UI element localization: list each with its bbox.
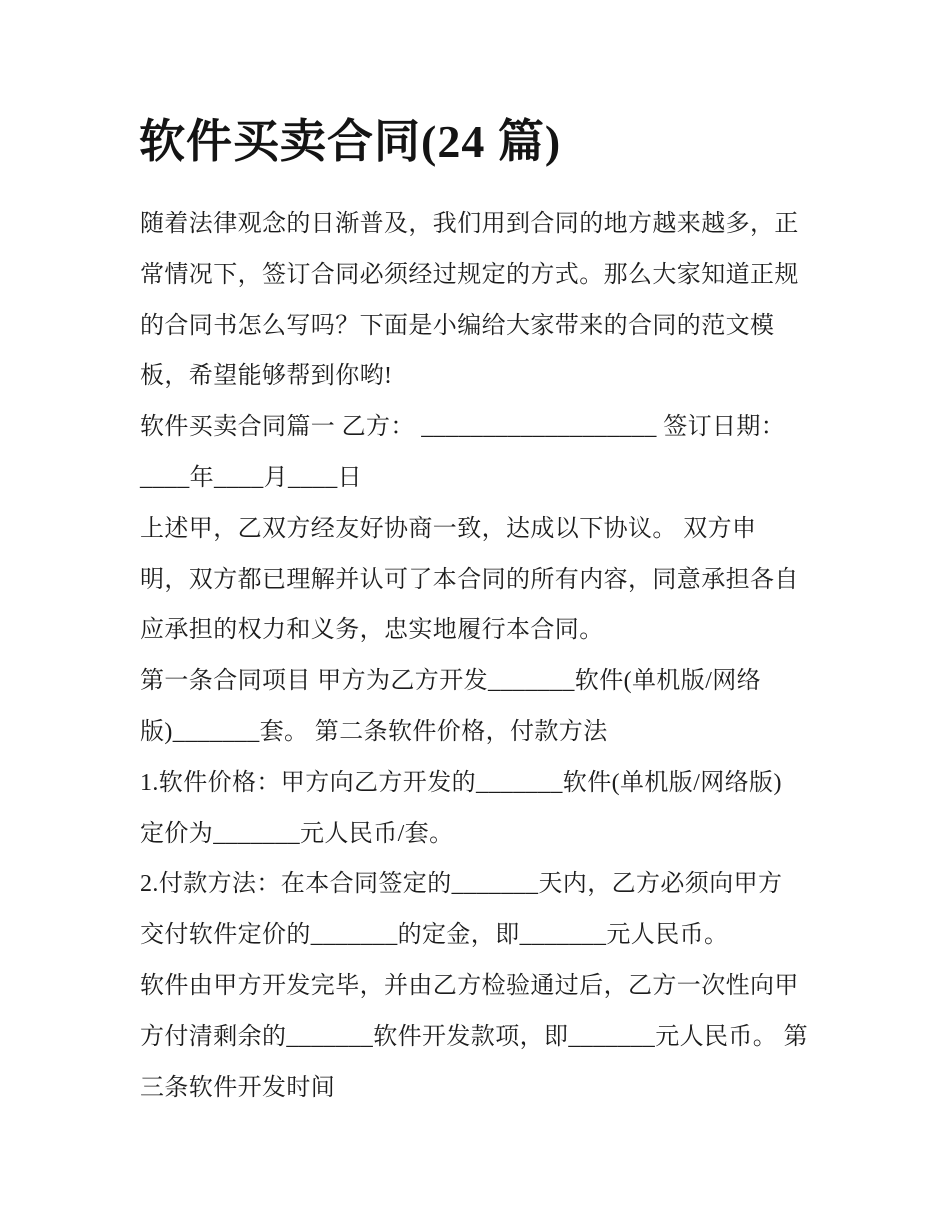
text-line: 三条软件开发时间 [140,1074,336,1101]
document-body [140,199,912,1113]
text-line: 软件由甲方开发完毕，并由乙方检验通过后，乙方一次性向甲 [140,972,799,999]
text-line: 1.软件价格：甲方向乙方开发的_______软件(单机版/网络版) [140,769,782,796]
text-line: ____年____月____日 [140,464,362,491]
text-line: 定价为_______元人民币/套。 [140,820,454,847]
text-line: 上述甲，乙双方经友好协商一致，达成以下协议。 双方申 [140,515,757,542]
text-line: 随着法律观念的日渐普及，我们用到合同的地方越来越多，正 [140,211,799,237]
text-line: 第一条合同项目 甲方为乙方开发_______软件(单机版/网络 [140,668,762,695]
text-line: 明，双方都已理解并认可了本合同的所有内容，同意承担各自 [140,566,799,593]
text-line: 应承担的权力和义务，忠实地履行本合同。 [140,617,604,644]
text-line: 软件买卖合同篇一 乙方： ___________________ 签订日期： [140,414,786,441]
text-line: 方付清剩余的_______软件开发款项，即_______元人民币。 第 [140,1023,808,1050]
text-line: 2.付款方法：在本合同签定的_______天内，乙方必须向甲方 [140,871,783,898]
text-line: 的合同书怎么写吗？下面是小编给大家带来的合同的范文模 [140,312,775,339]
text-line: 版)_______套。 第二条软件价格，付款方法 [140,718,608,745]
text-line: 板，希望能够帮到你哟! [140,363,393,390]
text-line: 常情况下，签订合同必须经过规定的方式。那么大家知道正规 [140,261,799,288]
text-line: 交付软件定价的_______的定金，即_______元人民币。 [140,922,729,949]
document-title: 软件买卖合同(24 篇) [139,116,562,167]
